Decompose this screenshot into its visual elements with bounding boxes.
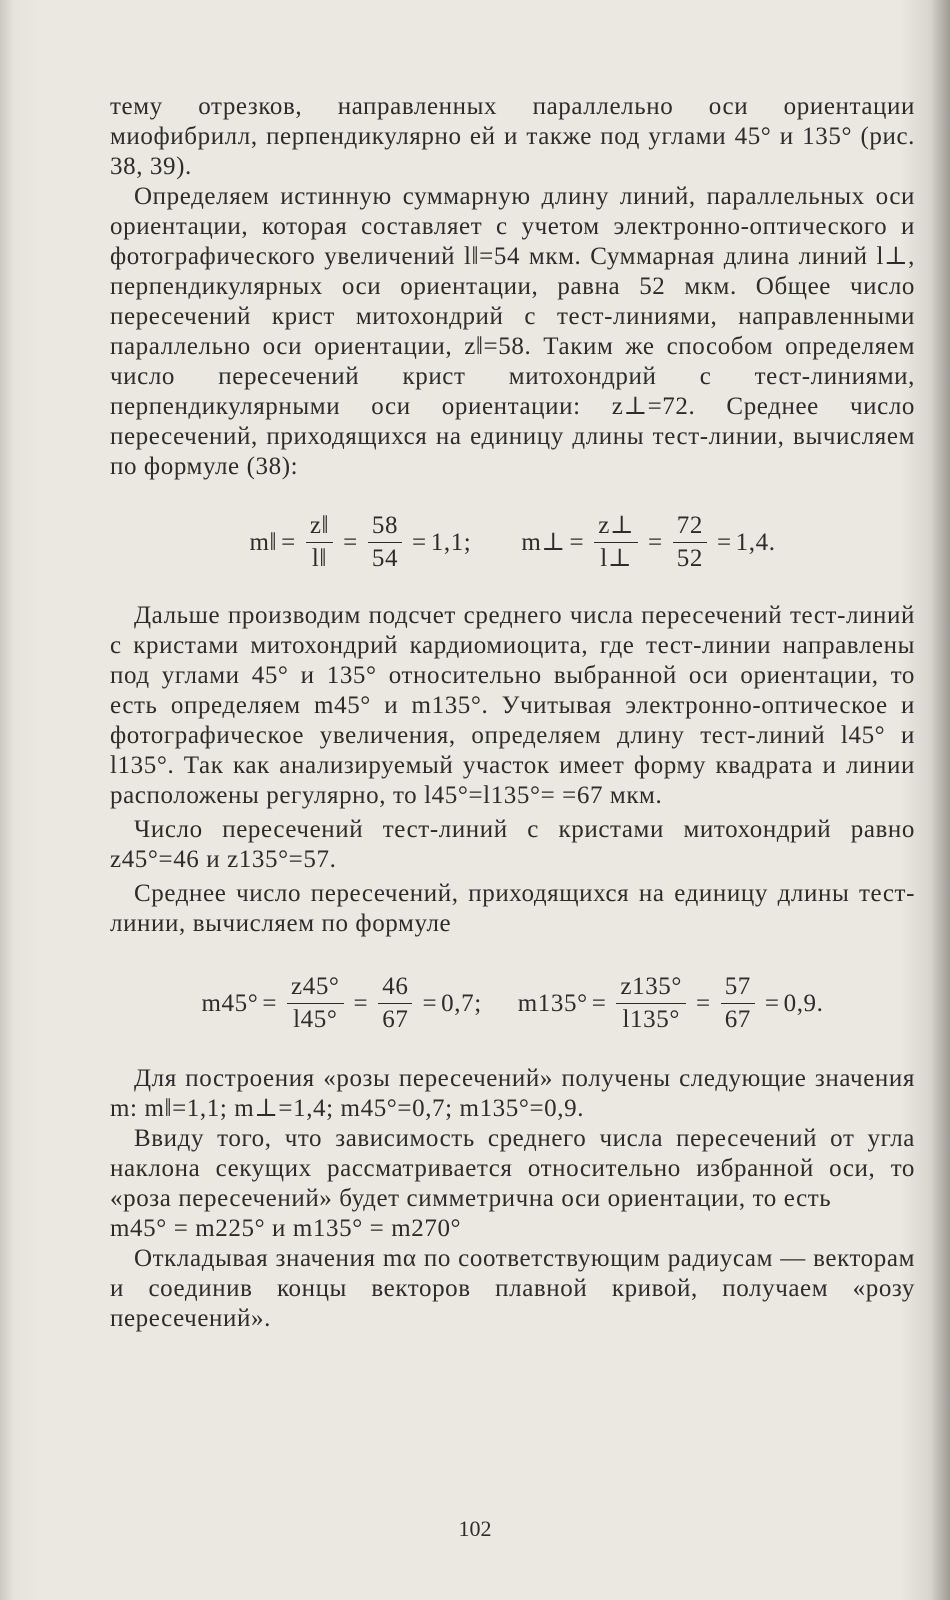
page-text [110, 92, 915, 1334]
fraction-z-over-l-perpendicular [594, 512, 638, 573]
m-perpendicular: m⊥ [521, 528, 566, 556]
m-135: m135° [517, 989, 588, 1017]
numerator: 72 [673, 512, 707, 543]
numerator: 58 [368, 512, 402, 543]
m-45: m45° [201, 989, 259, 1017]
fraction-z-over-l-parallel [306, 512, 333, 573]
equals-sign: = [696, 989, 711, 1017]
z-perpendicular: z⊥ [594, 512, 638, 543]
denominator: 54 [371, 545, 399, 572]
paragraph-2: Определяем истинную суммарную длину линий, параллельных оси ориентации, которая составляет с учетом электронно-оптического и фотографического увеличений l‖=54 мкм. Суммарная длина линий l⊥, перпендикулярных оси ориентации, равна 52 мкм. Общее число пересечений крист митохондрий с тест-линиями, направленными параллельно оси ориентации, z‖=58. Таким же способом определяем число пересечений крист митохондрий с тест-линиями, перпендикулярными оси ориентации: z⊥=72. Среднее число пересечений, приходящихся на единицу длины тест-линии, вычисляем по формуле (38): [110, 183, 915, 480]
paragraph-5: Среднее число пересечений, приходящихся на единицу длины тест-линии, вычисляем по формуле [110, 880, 915, 937]
fraction-72-52 [673, 512, 707, 573]
paragraph-4: Число пересечений тест-линий с кристами митохондрий равно z45°=46 и z135°=57. [110, 816, 915, 873]
formula-45-135 [110, 973, 915, 1034]
result-parallel: 1,1; [430, 528, 472, 556]
fraction-z45-over-l45 [287, 973, 344, 1034]
equals-sign: = [281, 528, 296, 556]
paragraph-1: тему отрезков, направленных параллельно оси ориентации миофибрилл, перпендикулярно ей и также под углами 45° и 135° (рис. 38, 39). [110, 93, 915, 180]
equals-sign: = [422, 989, 438, 1017]
equals-sign: = [412, 528, 427, 556]
equals-sign: = [764, 989, 780, 1017]
numerator: 57 [721, 973, 755, 1004]
z-135: z135° [616, 973, 686, 1004]
symmetry-equation: m45° = m225° и m135° = m270° [110, 1215, 462, 1242]
equals-sign: = [262, 989, 278, 1017]
result-45: 0,7; [441, 989, 482, 1017]
l-45: l45° [293, 1006, 338, 1033]
equals-sign: = [591, 989, 607, 1017]
l-parallel: l‖ [311, 545, 328, 572]
page-number: 102 [458, 1516, 492, 1541]
denominator: 67 [724, 1006, 751, 1033]
result-perpendicular: 1,4. [735, 528, 776, 556]
result-135: 0,9. [783, 989, 824, 1017]
equals-sign: = [648, 528, 663, 556]
l-135: l135° [622, 1006, 680, 1033]
z-45: z45° [287, 973, 344, 1004]
paragraph-3: Дальше производим подсчет среднего числа пересечений тест-линий с кристами митохондрий кардиомиоцита, где тест-линии направлены под углами 45° и 135° относительно выбранной оси ориентации, то есть определяем m45° и m135°. Учитывая электронно-оптическое и фотографическое увеличения, определяем длину тест-линий l45° и l135°. Так как анализируемый участок имеет форму квадрата и линии расположены регулярно, то l45°=l135°= =67 мкм. [110, 602, 915, 809]
paragraph-6: Для построения «розы пересечений» получены следующие значения m: m‖=1,1; m⊥=1,4; m45°=0,7; m135°=0,9. [110, 1065, 915, 1122]
denominator: 52 [676, 545, 703, 572]
paragraph-7: Ввиду того, что зависимость среднего числа пересечений от угла наклона секущих рассматривается относительно избранной оси, то «роза пересечений» будет симметрична оси ориентации, то есть [110, 1125, 915, 1212]
equals-sign: = [716, 528, 732, 556]
numerator: 46 [378, 973, 412, 1004]
fraction-46-67 [378, 973, 412, 1034]
denominator: 67 [382, 1006, 409, 1033]
z-parallel: z‖ [306, 512, 333, 543]
fraction-z135-over-l135 [616, 973, 686, 1034]
m-parallel: m‖ [249, 528, 278, 556]
formula-parallel-perpendicular [110, 512, 915, 573]
equals-sign: = [343, 528, 358, 556]
paragraph-8: Откладывая значения mα по соответствующим радиусам — векторам и соединив концы векторов плавной кривой, получаем «розу пересечений». [110, 1245, 915, 1332]
fraction-58-54 [368, 512, 402, 573]
equals-sign: = [569, 528, 585, 556]
fraction-57-67 [721, 973, 755, 1034]
equals-sign: = [353, 989, 369, 1017]
l-perpendicular: l⊥ [600, 545, 632, 572]
